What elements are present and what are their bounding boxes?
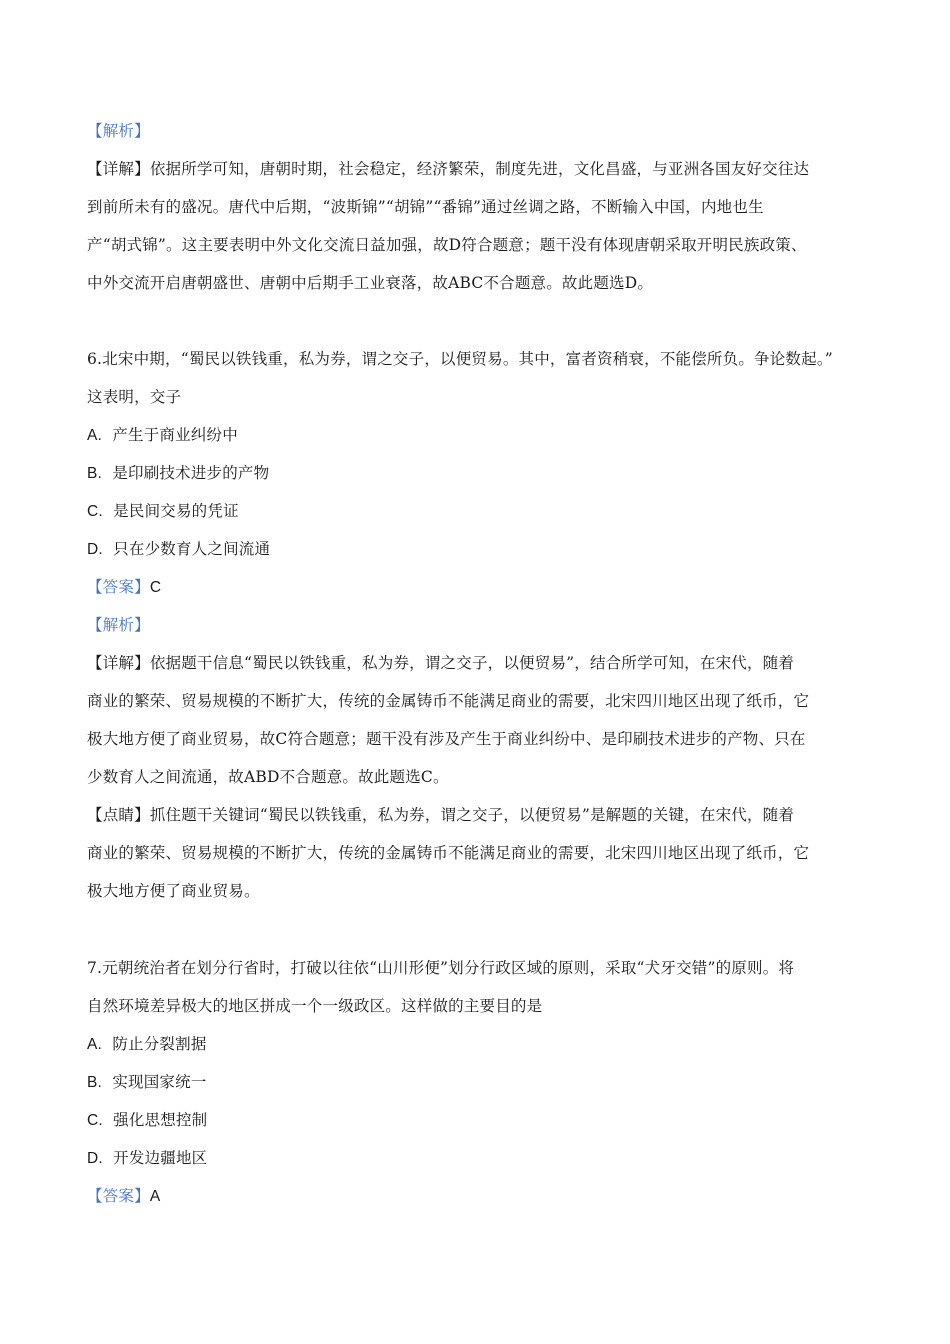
- q5-analysis-tag: 【解析】: [87, 122, 150, 140]
- q6-detail-line-1: 【详解】依据题干信息“蜀民以铁钱重，私为券，谓之交子，以便贸易”，结合所学可知，在宋代，随着: [87, 654, 795, 672]
- q7-option-b: B. 实现国家统一: [87, 1073, 207, 1091]
- q6-stem-line-2: 这表明，交子: [87, 388, 182, 406]
- q7-option-a: A. 防止分裂割据: [87, 1035, 207, 1053]
- q7-stem-line-1: 7.元朝统治者在划分行省时，打破以往依“山川形便”划分行政区域的原则，采取“犬牙交错”的原则。将: [87, 959, 795, 977]
- q6-detail-line-3: 极大地方便了商业贸易，故C符合题意；题干没有涉及产生于商业纠纷中、是印刷技术进步的产物、只在: [87, 730, 806, 748]
- q6-analysis-tag: 【解析】: [87, 616, 150, 634]
- q7-option-d: D. 开发边疆地区: [87, 1149, 208, 1167]
- q5-detail-line-2: 到前所未有的盛况。唐代中后期，“波斯锦”“胡锦”“番锦”通过丝调之路，不断输入中国，内地也生: [87, 198, 764, 216]
- q6-detail-tag: 【详解】: [87, 654, 150, 672]
- q6-option-b: B. 是印刷技术进步的产物: [87, 464, 270, 482]
- q6-stem-line-1: 6.北宋中期，“蜀民以铁钱重，私为券，谓之交子，以便贸易。其中，富者资稍衰，不能偿所负。争论数起。”: [87, 350, 833, 368]
- q5-detail-tag: 【详解】: [87, 160, 150, 178]
- q6-point-line-1: 【点睛】抓住题干关键词“蜀民以铁钱重，私为券，谓之交子，以便贸易”是解题的关键，在宋代，随着: [87, 806, 795, 824]
- q6-answer-tag: 【答案】: [87, 578, 150, 596]
- q7-option-c: C. 强化思想控制: [87, 1111, 208, 1129]
- q7-answer-tag: 【答案】: [87, 1187, 150, 1205]
- q6-point-line-2: 商业的繁荣、贸易规模的不断扩大，传统的金属铸币不能满足商业的需要，北宋四川地区出现了纸币，它: [87, 844, 810, 862]
- q6-point-line-3: 极大地方便了商业贸易。: [87, 882, 260, 900]
- q6-detail-line-2: 商业的繁荣、贸易规模的不断扩大，传统的金属铸币不能满足商业的需要，北宋四川地区出现了纸币，它: [87, 692, 810, 710]
- q6-option-d: D. 只在少数育人之间流通: [87, 540, 271, 558]
- q5-detail-line-3: 产“胡式锦”。这主要表明中外文化交流日益加强，故D符合题意；题干没有体现唐朝采取开明民族政策、: [87, 236, 807, 254]
- q6-answer-value: C: [149, 579, 162, 596]
- q7-answer: [87, 1185, 160, 1208]
- q6-point-tag: 【点睛】: [87, 806, 150, 824]
- q5-detail-line-1: 【详解】依据所学可知，唐朝时期，社会稳定，经济繁荣，制度先进，文化昌盛，与亚洲各国友好交往达: [87, 160, 810, 178]
- q6-answer: [87, 576, 161, 599]
- q7-answer-value: A: [149, 1188, 161, 1205]
- q6-option-c: C. 是民间交易的凭证: [87, 502, 239, 520]
- q5-detail-line-4: 中外交流开启唐朝盛世、唐朝中后期手工业衰落，故ABC不合题意。故此题选D。: [87, 274, 654, 292]
- q6-option-a: A. 产生于商业纠纷中: [87, 426, 238, 444]
- q7-stem-line-2: 自然环境差异极大的地区拼成一个一级政区。这样做的主要目的是: [87, 997, 543, 1015]
- q6-detail-line-4: 少数育人之间流通，故ABD不合题意。故此题选C。: [87, 768, 449, 786]
